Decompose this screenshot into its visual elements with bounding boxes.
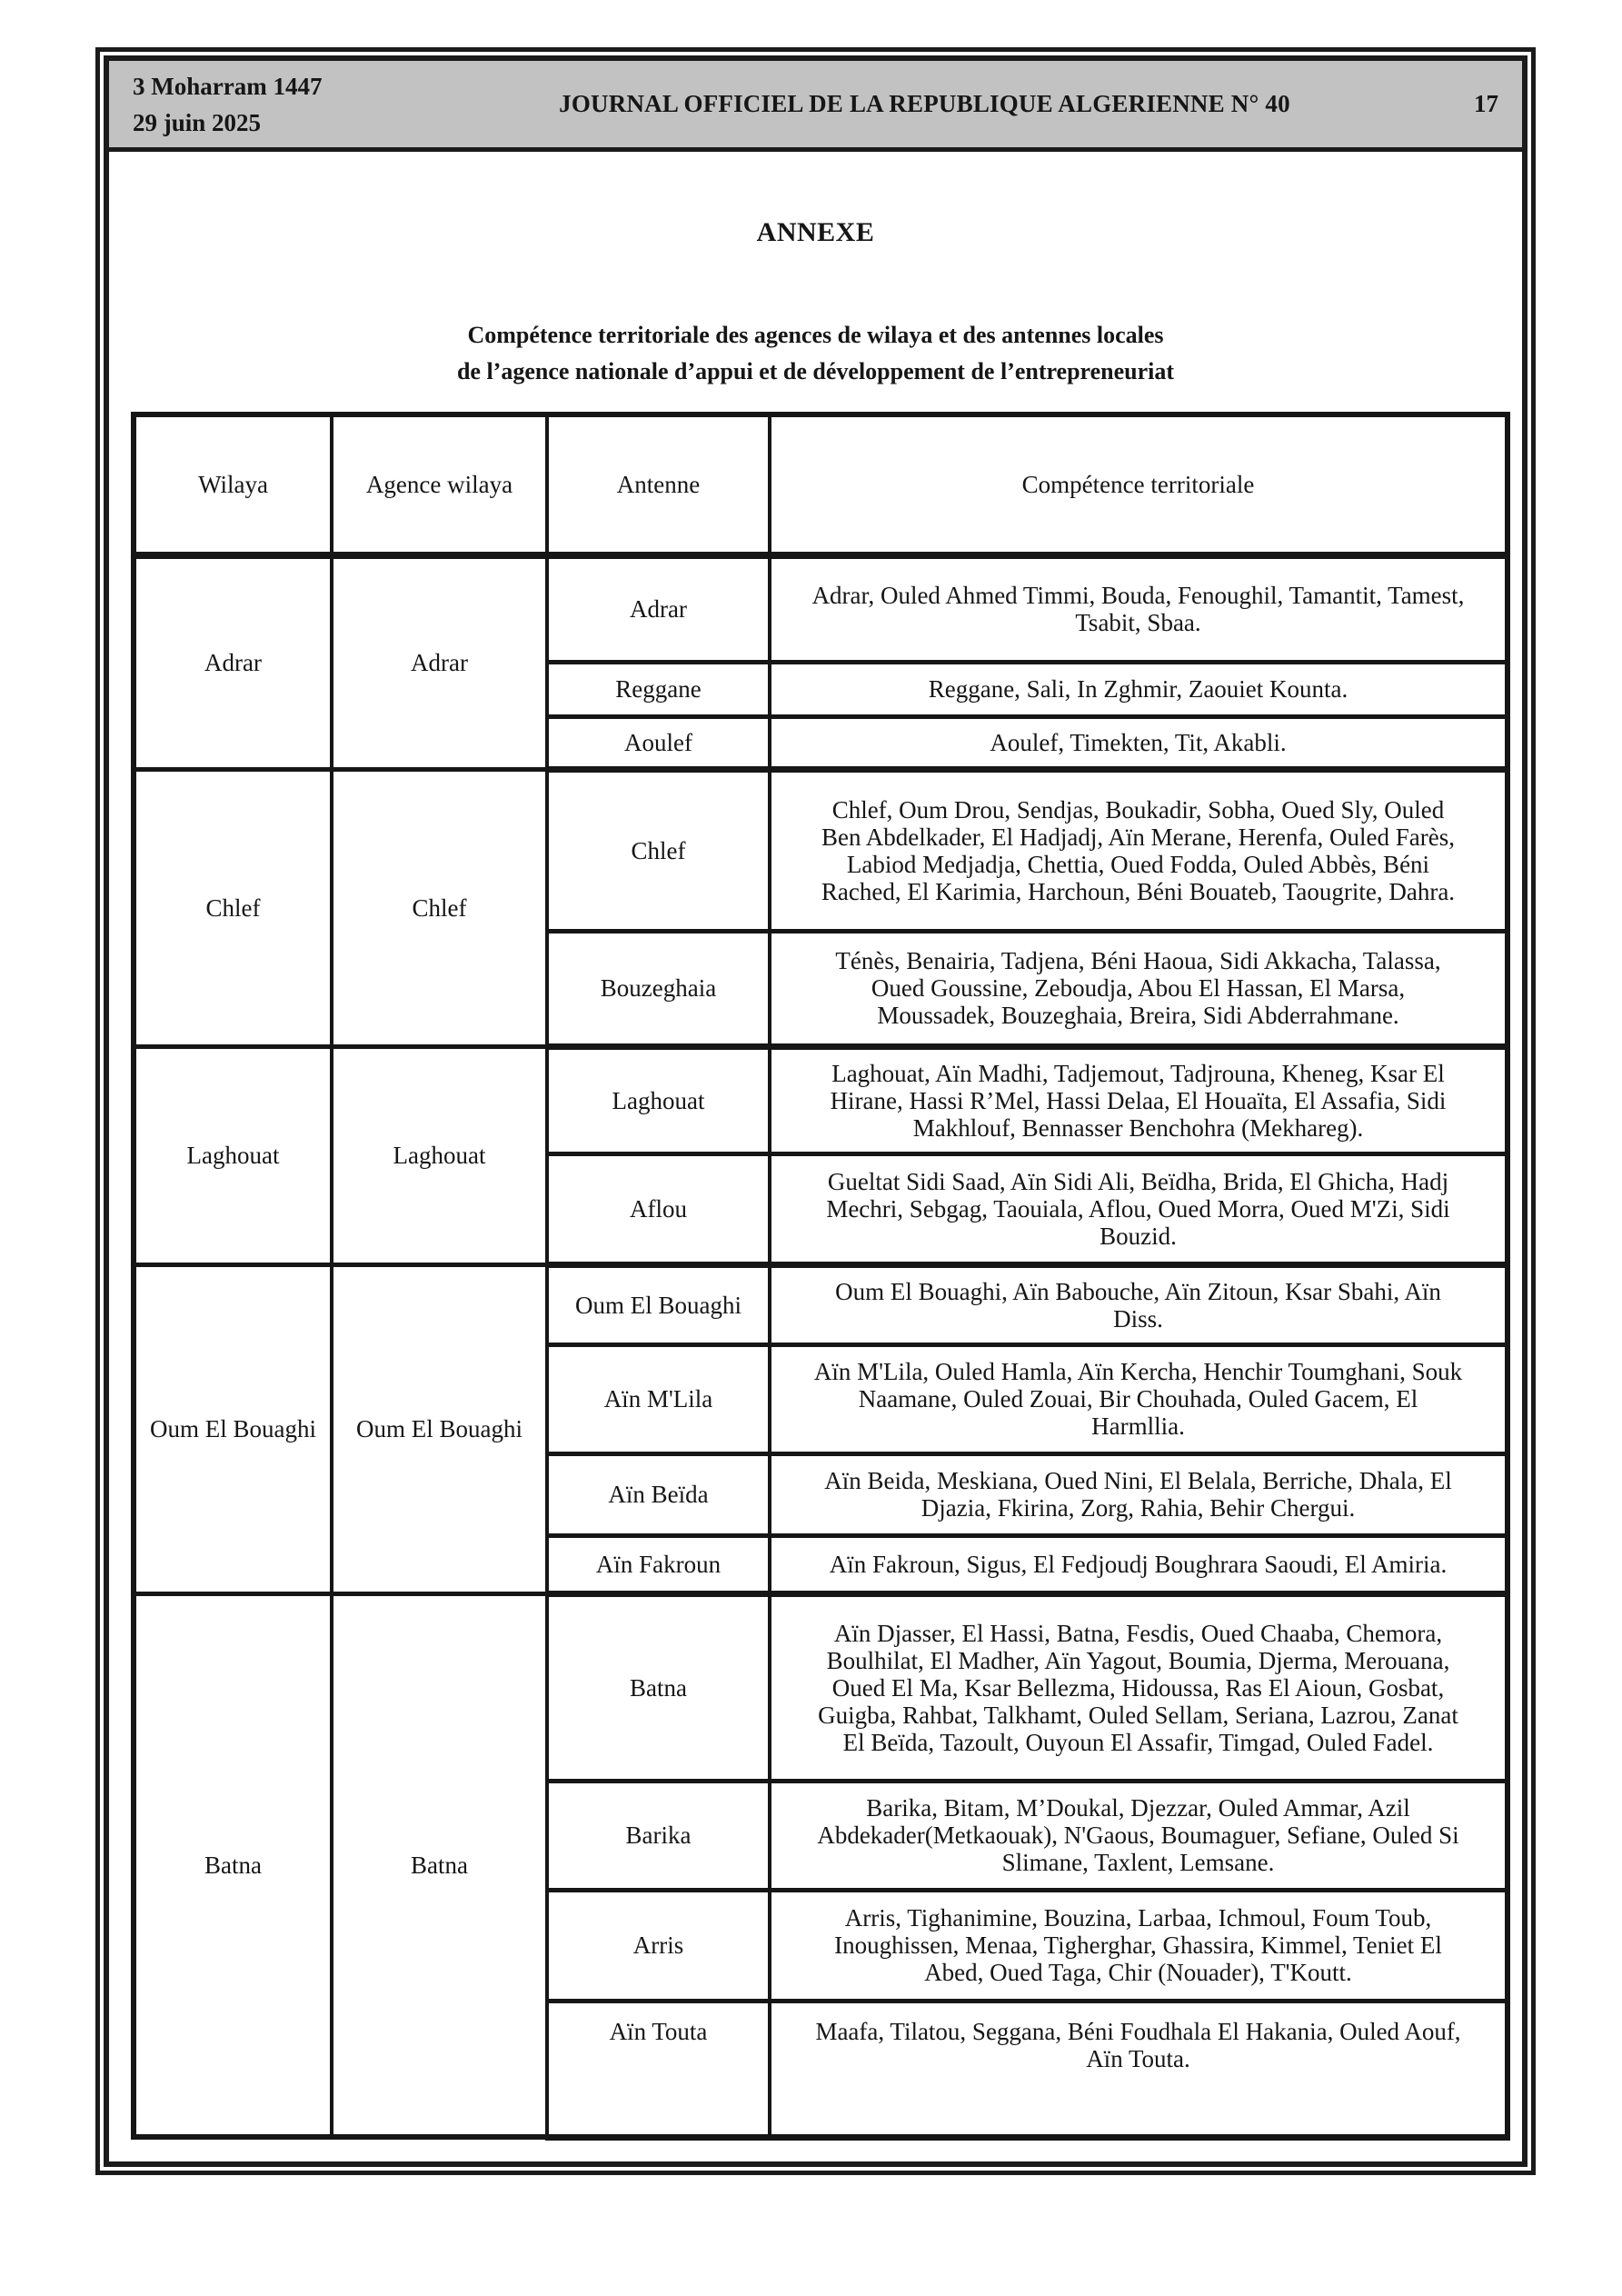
antenne-cell: Batna [547, 1593, 770, 1781]
antenne-cell: Aïn Touta [547, 2001, 770, 2137]
competence-cell: Aïn Djasser, El Hassi, Batna, Fesdis, Oued Chaaba, Chemora, Boulhilat, El Madher, Aïn Yagout, Boumia, Djerma, Merouana, Oued El Ma, Ksar Bellezma, Hidoussa, Ras El Aioun, Gosbat, Guigba, Rahbat, Talkhamt, Ouled Sellam, Seriana, Lazrou, Zanat El Beïda, Tazoult, Ouyoun El Assafir, Timgad, Ouled Fadel. [770, 1593, 1508, 1781]
col-header-competence: Compétence territoriale [770, 414, 1508, 555]
wilaya-cell: Oum El Bouaghi [134, 1264, 332, 1593]
antenne-cell: Aflou [547, 1153, 770, 1264]
agence-wilaya-cell: Laghouat [332, 1046, 547, 1264]
journal-title: JOURNAL OFFICIEL DE LA REPUBLIQUE ALGERIENNE N° 40 [559, 90, 1290, 117]
wilaya-cell: Adrar [134, 555, 332, 769]
table-row [134, 1046, 1508, 1153]
page-frame [95, 47, 1536, 2175]
page-number: 17 [1474, 90, 1498, 117]
competence-cell: Adrar, Ouled Ahmed Timmi, Bouda, Fenoughil, Tamantit, Tamest, Tsabit, Sbaa. [770, 555, 1508, 662]
wilaya-cell: Laghouat [134, 1046, 332, 1264]
page-frame-inner [104, 55, 1527, 2167]
annexe-table [131, 412, 1510, 2141]
antenne-cell: Chlef [547, 769, 770, 931]
antenne-cell: Bouzeghaia [547, 931, 770, 1046]
table-row [134, 555, 1508, 662]
competence-cell: Maafa, Tilatou, Seggana, Béni Foudhala El Hakania, Ouled Aouf, Aïn Touta. [770, 2001, 1508, 2137]
competence-cell: Arris, Tighanimine, Bouzina, Larbaa, Ichmoul, Foum Toub, Inoughissen, Menaa, Tigherghar, Ghassira, Kimmel, Teniet El Abed, Oued Taga, Chir (Nouader), T'Koutt. [770, 1890, 1508, 2001]
competence-cell: Gueltat Sidi Saad, Aïn Sidi Ali, Beïdha, Brida, El Ghicha, Hadj Mechri, Sebgag, Taouiala, Aflou, Oued Morra, Oued M'Zi, Sidi Bouzid. [770, 1153, 1508, 1264]
antenne-cell: Reggane [547, 662, 770, 716]
col-header-wilaya: Wilaya [134, 414, 332, 555]
table-header-row [134, 414, 1508, 555]
competence-cell: Aïn Fakroun, Sigus, El Fedjoudj Boughrara Saoudi, El Amiria. [770, 1535, 1508, 1593]
wilaya-cell: Chlef [134, 769, 332, 1046]
agence-wilaya-cell: Adrar [332, 555, 547, 769]
antenne-cell: Aïn Beïda [547, 1453, 770, 1535]
col-header-agence-wilaya: Agence wilaya [332, 414, 547, 555]
competence-cell: Reggane, Sali, In Zghmir, Zaouiet Kounta. [770, 662, 1508, 716]
masthead-band [109, 61, 1522, 152]
agence-wilaya-cell: Chlef [332, 769, 547, 1046]
agence-wilaya-cell: Batna [332, 1593, 547, 2137]
competence-cell: Laghouat, Aïn Madhi, Tadjemout, Tadjrouna, Kheneg, Ksar El Hirane, Hassi R’Mel, Hassi Delaa, El Houaïta, El Assafia, Sidi Makhlouf, Bennasser Benchohra (Mekhareg). [770, 1046, 1508, 1153]
antenne-cell: Arris [547, 1890, 770, 2001]
competence-cell: Barika, Bitam, M’Doukal, Djezzar, Ouled Ammar, Azil Abdekader(Metkaouak), N'Gaous, Boumaguer, Sefiane, Ouled Si Slimane, Taxlent, Lemsane. [770, 1781, 1508, 1890]
competence-cell: Chlef, Oum Drou, Sendjas, Boukadir, Sobha, Oued Sly, Ouled Ben Abdelkader, El Hadjadj, Aïn Merane, Herenfa, Ouled Farès, Labiod Medjadja, Chettia, Oued Fodda, Ouled Abbès, Béni Rached, El Karimia, Harchoun, Béni Bouateb, Taougrite, Dahra. [770, 769, 1508, 931]
antenne-cell: Aïn Fakroun [547, 1535, 770, 1593]
col-header-antenne: Antenne [547, 414, 770, 555]
gregorian-date: 29 juin 2025 [133, 108, 262, 136]
competence-cell: Oum El Bouaghi, Aïn Babouche, Aïn Zitoun, Ksar Sbahi, Aïn Diss. [770, 1264, 1508, 1344]
antenne-cell: Laghouat [547, 1046, 770, 1153]
annexe-subtitle-line1: Compétence territoriale des agences de wilaya et des antennes locales [467, 322, 1164, 348]
antenne-cell: Aoulef [547, 716, 770, 769]
antenne-cell: Aïn M'Lila [547, 1344, 770, 1453]
antenne-cell: Oum El Bouaghi [547, 1264, 770, 1344]
wilaya-cell: Batna [134, 1593, 332, 2137]
agence-wilaya-cell: Oum El Bouaghi [332, 1264, 547, 1593]
annexe-subtitle [109, 317, 1522, 390]
antenne-cell: Barika [547, 1781, 770, 1890]
annexe-table-body [134, 555, 1508, 2137]
annexe-title: ANNEXE [756, 217, 875, 247]
annexe-subtitle-line2: de l’agence nationale d’appui et de développement de l’entrepreneuriat [456, 358, 1175, 384]
date-block [133, 68, 433, 141]
competence-cell: Ténès, Benairia, Tadjena, Béni Haoua, Sidi Akkacha, Talassa, Oued Goussine, Zeboudja, Abou El Hassan, El Marsa, Moussadek, Bouzeghaia, Breira, Sidi Abderrahmane. [770, 931, 1508, 1046]
hijri-date: 3 Moharram 1447 [133, 72, 323, 100]
competence-cell: Aïn M'Lila, Ouled Hamla, Aïn Kercha, Henchir Toumghani, Souk Naamane, Ouled Zouai, Bir Chouhada, Ouled Gacem, El Harmllia. [770, 1344, 1508, 1453]
competence-cell: Aoulef, Timekten, Tit, Akabli. [770, 716, 1508, 769]
table-row [134, 1593, 1508, 1781]
table-row [134, 769, 1508, 931]
competence-cell: Aïn Beida, Meskiana, Oued Nini, El Belala, Berriche, Dhala, El Djazia, Fkirina, Zorg, Rahia, Behir Chergui. [770, 1453, 1508, 1535]
antenne-cell: Adrar [547, 555, 770, 662]
table-row [134, 1264, 1508, 1344]
